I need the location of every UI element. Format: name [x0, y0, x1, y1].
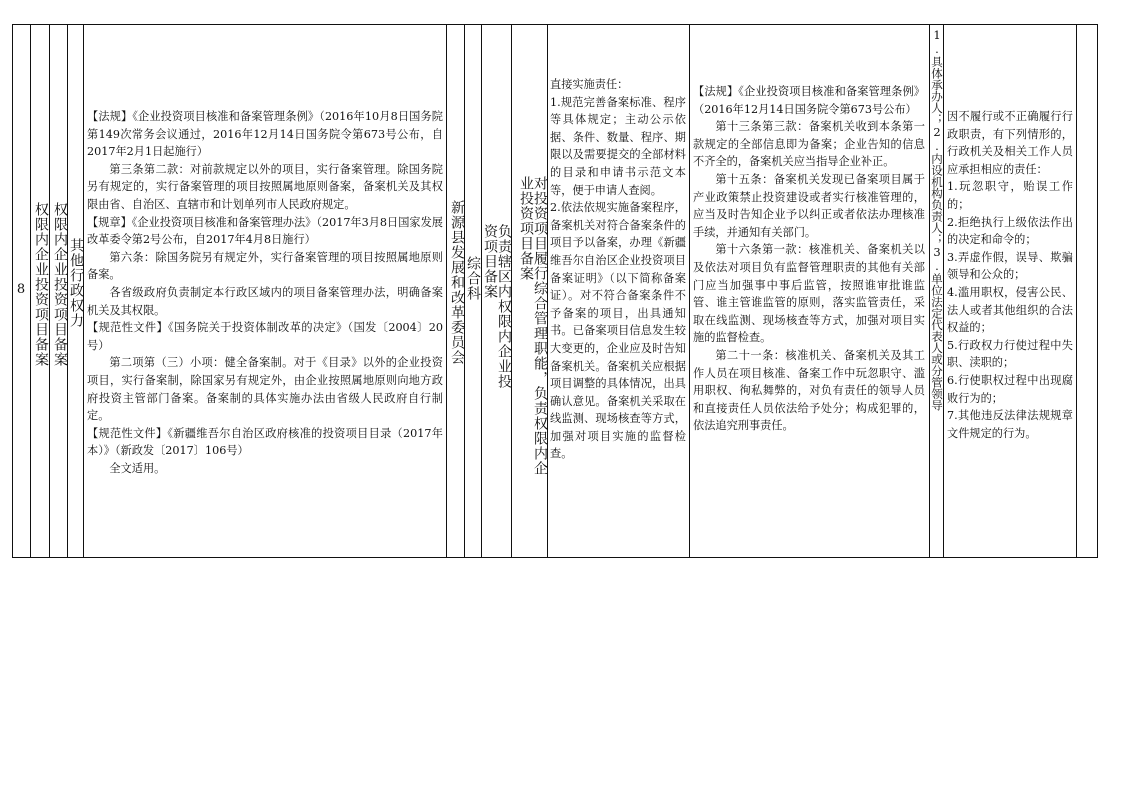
office-cell: 综合科	[465, 256, 481, 301]
paragraph: 第六条：除国务院另有规定外，实行备案管理的项目按照属地原则备案。	[87, 250, 443, 282]
responsible-person-cell: 1.具体承办人；2.内设机构负责人；3.单位法定代表人或分管领导	[930, 28, 944, 411]
paragraph: 【规范性文件】《新疆维吾尔自治区政府核准的投资项目目录（2017年本）》（新政发〔2017〕106号）	[87, 426, 443, 458]
paragraph: 1.玩忽职守，贻误工作的；	[947, 180, 1073, 211]
legal-basis-cell	[87, 108, 443, 488]
seq-number: 8	[16, 282, 26, 297]
paragraph: 【规章】《企业投资项目核准和备案管理办法》（2017年3月8日国家发展改革委令第2号公布，自2017年4月8日施行）	[87, 215, 443, 247]
table-top-border	[12, 24, 1098, 25]
paragraph: 2.拒绝执行上级依法作出的决定和命令的；	[947, 215, 1073, 247]
paragraph: 第二十一条：核准机关、备案机关及其工作人员在项目核准、备案工作中玩忽职守、滥用职权、徇私舞弊的，对负有责任的领导人员和直接责任人员依法给予处分；构成犯罪的，依法追究刑事责任。	[693, 348, 925, 433]
record-table	[12, 24, 1098, 558]
paragraph: 3.弄虚作假，误导、欺骗领导和公众的；	[947, 250, 1073, 282]
paragraph: 第十五条：备案机关发现已备案项目属于产业政策禁止投资建设或者实行核准管理的，应当及时告知企业予以纠正或者依法办理核准手续，并通知有关部门。	[693, 172, 925, 239]
department-cell: 新源县发展和改革委员会	[449, 200, 465, 365]
accountability-cell	[947, 108, 1073, 508]
col-border	[30, 24, 31, 558]
duty-basis-cell	[693, 83, 925, 523]
power-type-cell: 其他行政权力	[68, 238, 84, 328]
col-border	[1076, 24, 1077, 558]
paragraph: 【法规】《企业投资项目核准和备案管理条例》（2016年12月14日国务院令第673号公布）	[693, 85, 925, 116]
paragraph: 6.行使职权过程中出现腐败行为的；	[947, 373, 1073, 405]
paragraph: 直接实施责任：	[550, 78, 629, 91]
category-cell: 权限内企业投资项目备案	[33, 202, 49, 367]
paragraph: 2.依法依规实施备案程序，备案机关对符合备案条件的项目予以备案，办理《新疆维吾尔自治区企业投资项目备案证明》（以下简称备案证）。对不符合备案条件不予备案的项目，出具通知书。已备案项目信息发生较大变更的，企业应及时告知备案机关。备案机关应根据项目调整的具体情况，出具确认意见。备案机关采取在线监测、现场核查等方式，加强对项目实施的监督检查。	[550, 201, 686, 461]
scope-cell: 负责辖区内权限内企业投资项目备案	[482, 224, 512, 389]
col-border	[1097, 24, 1098, 558]
paragraph: 第十三条第三款：备案机关收到本条第一款规定的全部信息即为备案；企业告知的信息不齐全的，备案机关应当指导企业补正。	[693, 120, 925, 169]
responsibility-subject-cell: 对投资项目履行综合管理职能，负责权限内企业投资项目备案	[518, 176, 548, 476]
paragraph: 5.行政权力行使过程中失职、渎职的；	[947, 338, 1073, 370]
paragraph: 1.规范完善备案标准、程序等具体规定；主动公示依据、条件、数量、程序、期限以及需要提交的全部材料的目录和申请书示范文本等，便于申请人查阅。	[550, 95, 686, 197]
paragraph: 各省级政府负责制定本行政区域内的项目备案管理办法，明确备案机关及其权限。	[87, 285, 443, 317]
paragraph: 第二项第（三）小项：健全备案制。对于《目录》以外的企业投资项目，实行备案制，除国家另有规定外，由企业按照属地原则向地方政府投资主管部门备案。备案制的具体实施办法由省级人民政府自行制定。	[87, 356, 443, 423]
sub-item-cell: 权限内企业投资项目备案	[52, 202, 68, 367]
paragraph: 【法规】《企业投资项目核准和备案管理条例》（2016年10月8日国务院第149次常务会议通过，2016年12月14日国务院令第673号公布，自2017年2月1日起施行）	[87, 110, 443, 159]
col-border	[689, 24, 690, 558]
paragraph: 第三条第二款：对前款规定以外的项目，实行备案管理。除国务院另有规定的，实行备案管理的项目按照属地原则备案，备案机关及其权限由省、自治区、直辖市和计划单列市人民政府规定。	[87, 162, 443, 211]
table-bottom-border	[12, 557, 1098, 558]
paragraph: 第十六条第一款：核准机关、备案机关以及依法对项目负有监督管理职责的其他有关部门应当加强事中事后监管，按照谁审批谁监管、谁主管谁监管的原则，落实监管责任，采取在线监测、现场核查等方式，加强对项目实施的监督检查。	[693, 243, 925, 345]
paragraph: 因不履行或不正确履行行政职责，有下列情形的，行政机关及相关工作人员应承担相应的责任：	[947, 110, 1073, 176]
duties-cell	[550, 76, 686, 536]
col-border	[49, 24, 50, 558]
col-border	[446, 24, 447, 558]
paragraph: 7.其他违反法律法规规章文件规定的行为。	[947, 409, 1073, 440]
paragraph: 4.滥用职权，侵害公民、法人或者其他组织的合法权益的；	[947, 285, 1073, 335]
paragraph: 【规范性文件】《国务院关于投资体制改革的决定》（国发〔2004〕20号）	[87, 321, 443, 352]
paragraph: 全文适用。	[109, 461, 166, 475]
